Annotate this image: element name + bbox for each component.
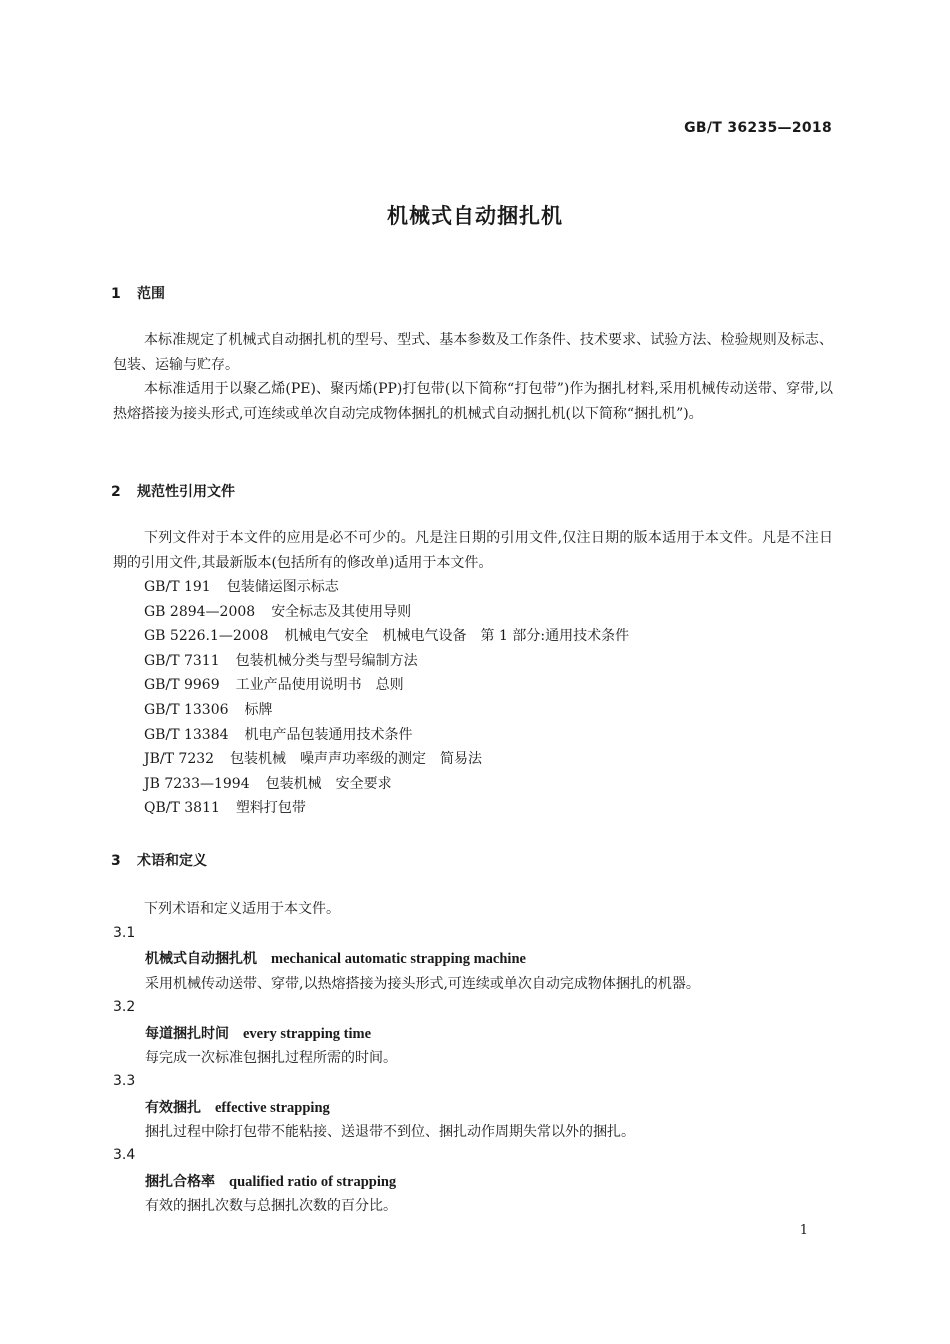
- section-heading-terms: [111, 850, 207, 870]
- reference-title: 机电产品包装通用技术条件: [244, 726, 413, 743]
- section-heading-scope: [111, 283, 165, 303]
- term-name-en: every strapping time: [243, 1026, 372, 1042]
- term-heading: [145, 1171, 396, 1191]
- reference-item: [144, 723, 629, 748]
- term-name-zh: 有效捆扎: [145, 1100, 201, 1116]
- reference-code: GB 5226.1—2008: [144, 628, 269, 645]
- section-title: 规范性引用文件: [137, 484, 235, 500]
- term-number: 3.3: [113, 1073, 136, 1089]
- reference-list: [144, 575, 629, 821]
- reference-item: [144, 600, 629, 625]
- reference-item: [144, 649, 629, 674]
- term-number: 3.2: [113, 999, 136, 1015]
- reference-title: 包装储运图示标志: [226, 579, 339, 595]
- reference-title: 安全标志及其使用导则: [271, 603, 412, 620]
- reference-item: [144, 747, 629, 772]
- reference-item: [144, 772, 629, 797]
- terms-intro: 下列术语和定义适用于本文件。: [144, 901, 340, 917]
- reference-code: GB/T 191: [144, 579, 211, 595]
- term-number: 3.1: [113, 925, 136, 941]
- reference-code: GB/T 9969: [144, 677, 220, 694]
- reference-item: [144, 575, 629, 600]
- term-name-en: qualified ratio of strapping: [229, 1174, 397, 1190]
- section-title: 术语和定义: [137, 853, 207, 869]
- term-number: 3.4: [113, 1147, 136, 1163]
- section-title: 范围: [137, 286, 165, 302]
- normative-references-intro: 下列文件对于本文件的应用是必不可少的。凡是注日期的引用文件,仅注日期的版本适用于本文件。凡是不注日期的引用文件,其最新版本(包括所有的修改单)适用于本文件。: [113, 530, 833, 571]
- reference-code: GB/T 13384: [144, 726, 229, 743]
- reference-title: 塑料打包带: [235, 800, 306, 817]
- term-definition: 捆扎过程中除打包带不能粘接、送退带不到位、捆扎动作周期失常以外的捆扎。: [145, 1124, 635, 1140]
- document-title: 机械式自动捆扎机: [387, 204, 563, 228]
- term-name-zh: 每道捆扎时间: [145, 1026, 229, 1042]
- term-name-en: mechanical automatic strapping machine: [271, 951, 526, 967]
- reference-title: 工业产品使用说明书 总则: [235, 677, 404, 694]
- section-number: 3: [111, 853, 121, 869]
- section-number: 2: [111, 484, 121, 500]
- reference-item: [144, 673, 629, 698]
- reference-code: JB/T 7232: [144, 751, 215, 768]
- page-number: 1: [799, 1223, 808, 1238]
- term-name-zh: 捆扎合格率: [145, 1174, 215, 1190]
- reference-code: GB 2894—2008: [144, 603, 256, 620]
- scope-paragraph-1: 本标准规定了机械式自动捆扎机的型号、型式、基本参数及工作条件、技术要求、试验方法、检验规则及标志、包装、运输与贮存。: [113, 332, 833, 373]
- term-definition: 每完成一次标准包捆扎过程所需的时间。: [145, 1050, 397, 1066]
- reference-item: [144, 698, 629, 723]
- reference-title: 包装机械 噪声声功率级的测定 简易法: [230, 751, 483, 768]
- term-heading: [145, 1097, 330, 1117]
- standard-code: GB/T 36235—2018: [684, 120, 832, 136]
- term-definition: 有效的捆扎次数与总捆扎次数的百分比。: [145, 1198, 397, 1214]
- reference-item: [144, 796, 629, 821]
- reference-title: 标牌: [244, 701, 273, 718]
- term-name-en: effective strapping: [215, 1100, 330, 1116]
- reference-code: GB/T 7311: [144, 652, 220, 669]
- term-heading: [145, 948, 526, 968]
- reference-title: 包装机械分类与型号编制方法: [235, 652, 418, 669]
- section-number: 1: [111, 286, 121, 302]
- reference-title: 包装机械 安全要求: [265, 775, 392, 792]
- scope-paragraph-2: 本标准适用于以聚乙烯(PE)、聚丙烯(PP)打包带(以下简称“打包带”)作为捆扎材料,采用机械传动送带、穿带,以热熔搭接为接头形式,可连续或单次自动完成物体捆扎的机械式自动捆扎机(以下简称“捆扎机”)。: [113, 381, 833, 422]
- reference-title: 机械电气安全 机械电气设备 第 1 部分:通用技术条件: [284, 628, 630, 645]
- reference-code: QB/T 3811: [144, 800, 220, 817]
- term-name-zh: 机械式自动捆扎机: [145, 951, 257, 967]
- reference-code: GB/T 13306: [144, 701, 229, 718]
- reference-code: JB 7233—1994: [144, 775, 250, 792]
- section-heading-normative-references: [111, 481, 235, 501]
- reference-item: [144, 624, 629, 649]
- term-definition: 采用机械传动送带、穿带,以热熔搭接为接头形式,可连续或单次自动完成物体捆扎的机器。: [145, 976, 700, 992]
- term-heading: [145, 1023, 371, 1043]
